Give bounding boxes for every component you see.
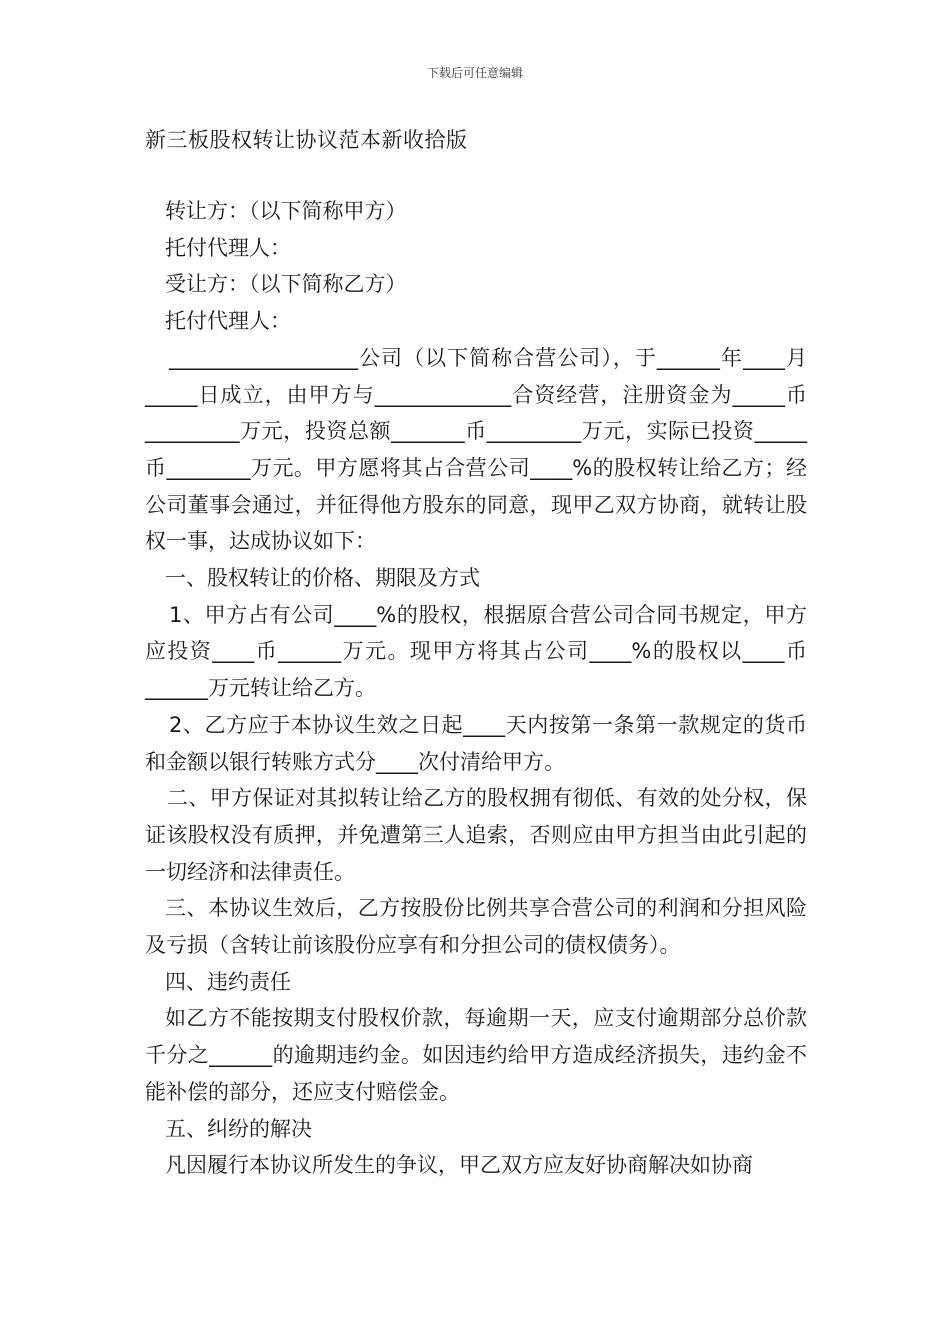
- section-heading-5: 五、纠纷的解决: [165, 1116, 312, 1141]
- document-title: 新三板股权转让协议范本新收拾版: [145, 128, 468, 152]
- paragraph-transferor-agent: 托付代理人：: [165, 235, 291, 260]
- paragraph-transferee: 受让方：（以下简称乙方）: [165, 272, 407, 297]
- paragraph-clause-1-1: 1、甲方占有公司____%的股权，根据原合营公司合同书规定，甲方应投资____币______万元。现甲方将其占公司____%的股权以____币______万元转让给乙方。: [145, 602, 807, 701]
- header-note: 下载后可任意编辑: [426, 66, 523, 80]
- paragraph-clause-2: 二、甲方保证对其拟转让给乙方的股权拥有彻低、有效的处分权，保证该股权没有质押，并免遭第三人追索，否则应由甲方担当由此引起的一切经济和法律责任。: [145, 786, 807, 884]
- paragraph-clause-5: 凡因履行本协议所发生的争议，甲乙双方应友好协商解决如协商: [165, 1153, 753, 1178]
- paragraph-clause-4: 如乙方不能按期支付股权价款，每逾期一天，应支付逾期部分总价款千分之______的逾期违约金。如因违约给甲方造成经济损失，违约金不能补偿的部分，还应支付赔偿金。: [145, 1006, 807, 1104]
- paragraph-transferee-agent: 托付代理人：: [165, 309, 291, 334]
- paragraph-transferor: 转让方：（以下简称甲方）: [165, 199, 407, 223]
- paragraph-preamble: __________________公司（以下简称合营公司），于______年____月_____日成立，由甲方与_____________合资经营，注册资金为_____币_________万元，投资总额_______币_________万元，实际已投资_____币________万元。甲方愿将其占合营公司____%的股权转让给乙方；经公司董事会通过，并征得他方股东的同意，现甲乙双方协商，就转让股权一事，达成协议如下：: [145, 345, 807, 554]
- paragraph-clause-3: 三、本协议生效后，乙方按股份比例共享合营公司的利润和分担风险及亏损（含转让前该股份应享有和分担公司的债权债务）。: [145, 896, 807, 958]
- paragraph-clause-1-2: 2、乙方应于本协议生效之日起____天内按第一条第一款规定的货币和金额以银行转账方式分____次付清给甲方。: [145, 712, 807, 774]
- section-heading-4: 四、违约责任: [165, 969, 291, 994]
- section-heading-1: 一、股权转让的价格、期限及方式: [165, 566, 480, 591]
- document-body: [145, 193, 807, 1184]
